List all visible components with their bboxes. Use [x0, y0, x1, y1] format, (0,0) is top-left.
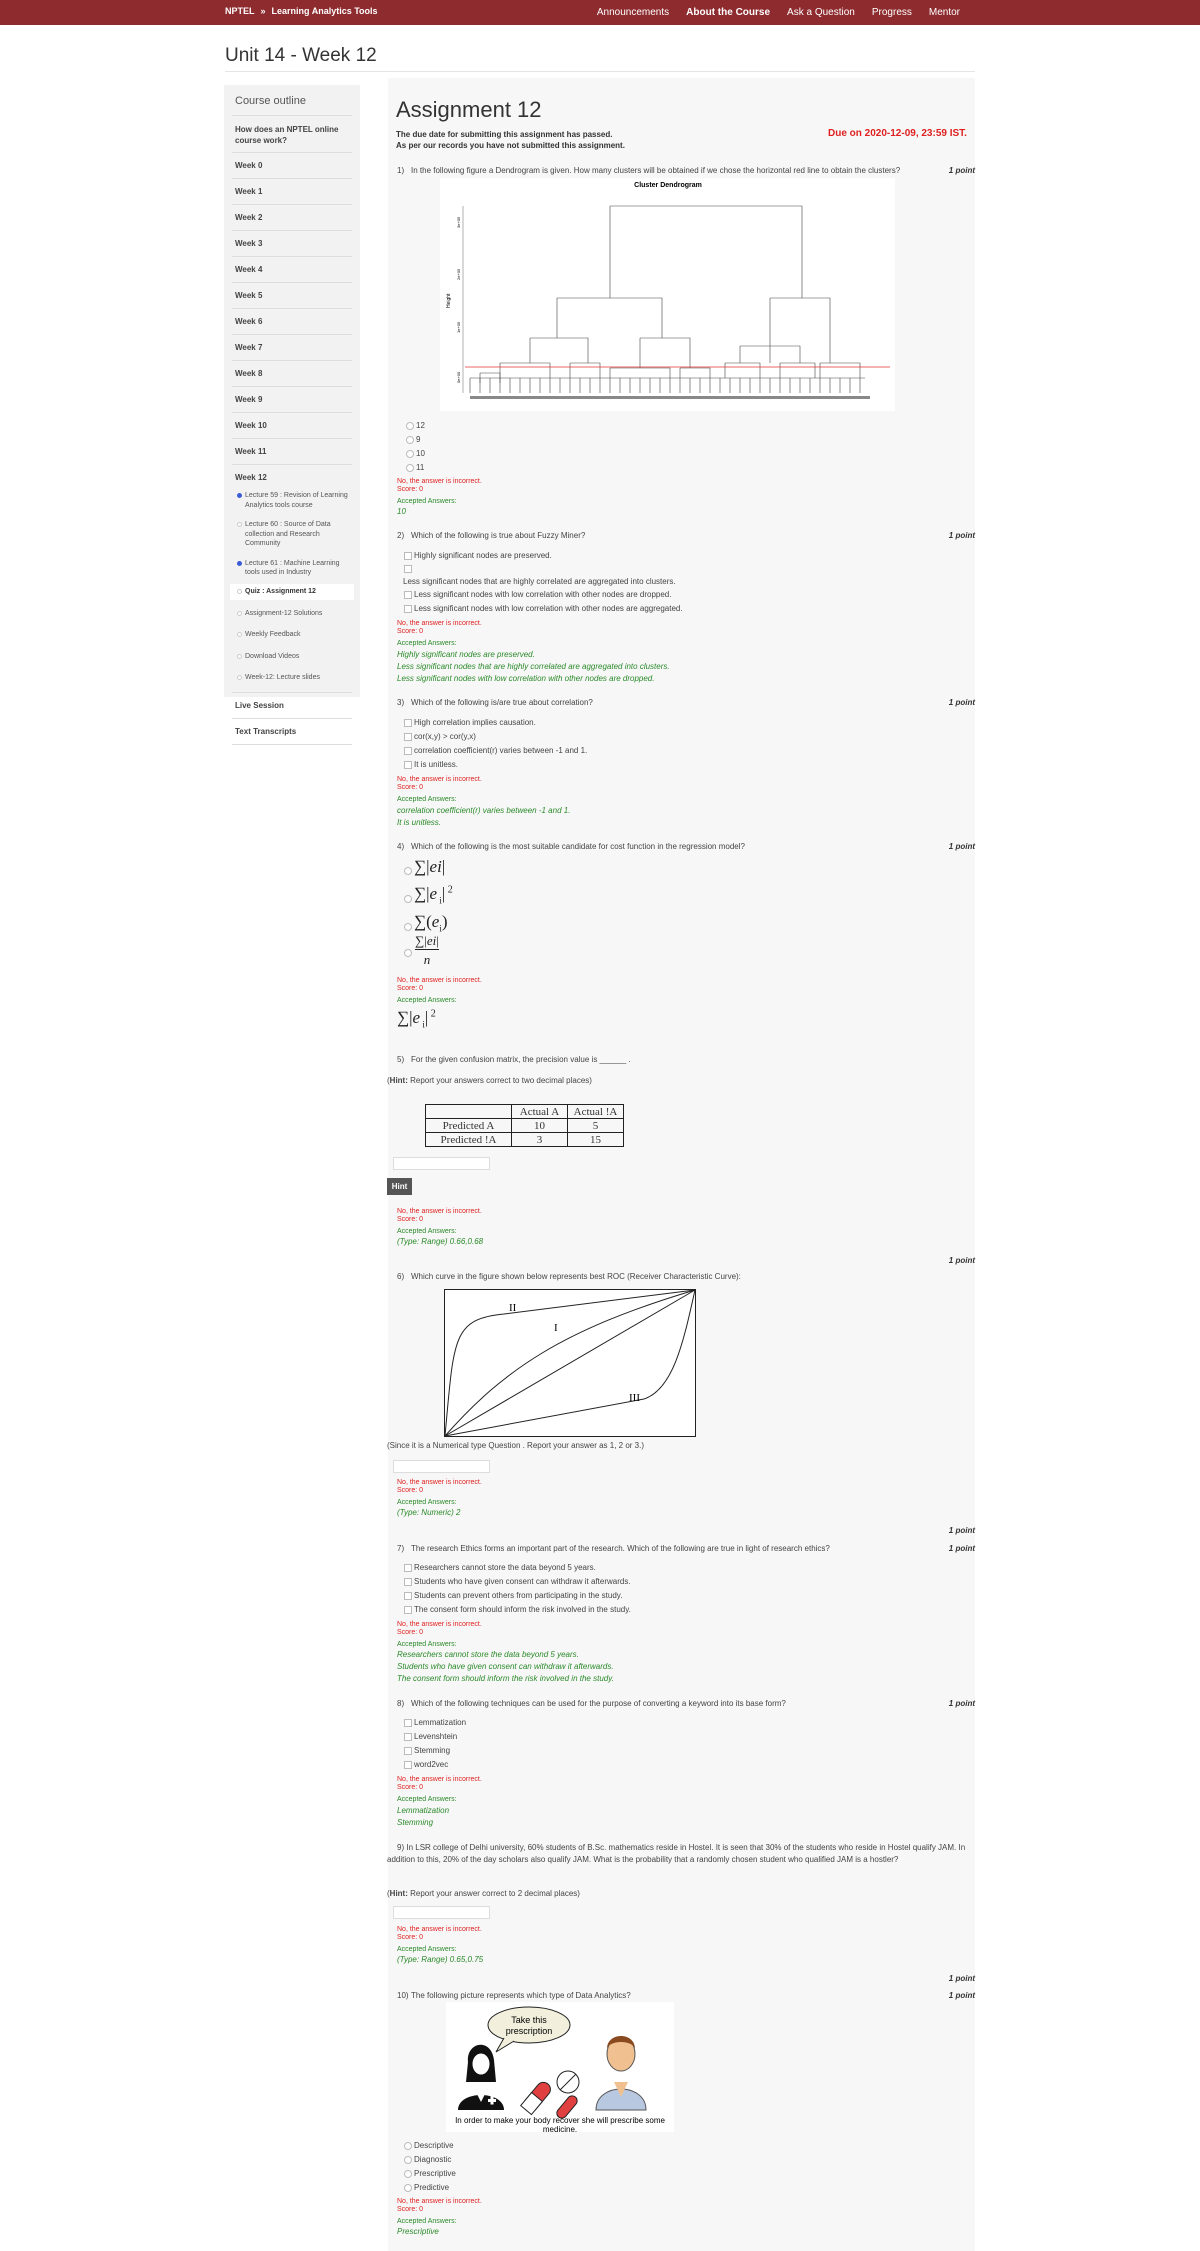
accepted-formula: ∑|e $_i$| $^2$ [397, 1008, 436, 1030]
option-checkbox[interactable]: Levenshtein [403, 1732, 457, 1741]
deadline-passed-note: The due date for submitting this assignment has passed. [396, 130, 613, 139]
option-checkbox[interactable]: Lemmatization [403, 1718, 466, 1727]
curve-label-II: II [509, 1302, 517, 1314]
option-checkbox[interactable]: Highly significant nodes are preserved. [403, 551, 552, 560]
sidebar-item-week6[interactable]: Week 6 [232, 309, 352, 335]
sidebar-item-week5[interactable]: Week 5 [232, 283, 352, 309]
incorrect-message: No, the answer is incorrect. [397, 1621, 482, 1628]
option-text: Less significant nodes that are highly correlated are aggregated into clusters. [403, 577, 676, 586]
completed-dot-icon [237, 561, 242, 566]
pending-dot-icon [237, 611, 242, 616]
accepted-answer: Students who have given consent can withdraw it afterwards. [397, 1662, 614, 1671]
option-checkbox[interactable]: Researchers cannot store the data beyond 5 years. [403, 1563, 596, 1572]
formula-sum-abs-ei-squared: ∑|e $_i$| $^2$ [414, 884, 453, 906]
question-number: 1) [397, 166, 405, 175]
question-text: Which of the following is/are true about correlation? [411, 698, 593, 707]
sidebar-subitem-download-videos[interactable]: Download Videos [224, 649, 360, 664]
question-points: 1 point [948, 842, 975, 851]
score: Score: 0 [397, 1784, 424, 1791]
accepted-answer: correlation coefficient(r) varies between -1 and 1. [397, 806, 571, 815]
question-points: 1 point [948, 1699, 975, 1708]
question-number: 5) [397, 1055, 405, 1064]
question-points: 1 point [948, 1544, 975, 1553]
question-points: 1 point [948, 1974, 975, 1983]
sidebar-item-week0[interactable]: Week 0 [232, 153, 352, 179]
question-text: Which of the following is true about Fuzzy Miner? [411, 531, 586, 540]
sidebar-heading: Course outline [235, 95, 306, 107]
option-checkbox[interactable]: Less significant nodes with low correlation with other nodes are dropped. [403, 590, 671, 599]
dendrogram-title: Cluster Dendrogram [634, 182, 702, 189]
answer-input[interactable] [393, 1906, 490, 1919]
figure-caption: In order to make your body recover she will prescribe some medicine. [455, 2116, 665, 2132]
sidebar-item-text-transcripts[interactable]: Text Transcripts [232, 719, 352, 745]
nav-about-course[interactable]: About the Course [686, 7, 771, 18]
accepted-answers-label: Accepted Answers: [397, 1946, 457, 1953]
option-radio[interactable]: 11 [405, 463, 424, 472]
option-checkbox[interactable]: High correlation implies causation. [403, 718, 536, 727]
sidebar-subitem-lecture61[interactable]: Lecture 61 : Machine Learning tools used in Industry [224, 556, 360, 581]
accepted-answer: (Type: Range) 0.66,0.68 [397, 1237, 484, 1246]
option-checkbox[interactable]: word2vec [403, 1760, 448, 1769]
accepted-answer: Less significant nodes with low correlation with other nodes are dropped. [397, 674, 655, 683]
accepted-answer: 10 [397, 507, 406, 516]
sidebar-subitem-solutions[interactable]: Assignment-12 Solutions [224, 606, 360, 621]
sidebar-item-week10[interactable]: Week 10 [232, 413, 352, 439]
question-number: 6) [397, 1272, 405, 1281]
completed-dot-icon [237, 493, 242, 498]
accepted-answers-label: Accepted Answers: [397, 1641, 457, 1648]
option-checkbox[interactable]: Students who have given consent can withdraw it afterwards. [403, 1577, 631, 1586]
option-checkbox[interactable]: The consent form should inform the risk involved in the study. [403, 1605, 631, 1614]
sidebar-item-week9[interactable]: Week 9 [232, 387, 352, 413]
sidebar-subitem-quiz[interactable]: Quiz : Assignment 12 [230, 584, 354, 599]
not-submitted-note: As per our records you have not submitted this assignment. [396, 141, 625, 150]
question-points: 1 point [948, 166, 975, 175]
leaf-labels [470, 396, 870, 399]
option-radio[interactable]: 12 [405, 421, 425, 430]
accepted-answers-label: Accepted Answers: [397, 796, 457, 803]
incorrect-message: No, the answer is incorrect. [397, 478, 482, 485]
sidebar-subitem-feedback[interactable]: Weekly Feedback [224, 627, 360, 642]
incorrect-message: No, the answer is incorrect. [397, 2198, 482, 2205]
svg-text:2e+05: 2e+05 [456, 268, 461, 280]
dendrogram-ylabel: Height [446, 293, 452, 308]
accepted-answers-label: Accepted Answers: [397, 640, 457, 647]
question-points: 1 point [948, 531, 975, 540]
nav-announcements[interactable]: Announcements [596, 7, 670, 18]
curve-label-III: III [629, 1392, 640, 1404]
question-points: 1 point [948, 1526, 975, 1535]
svg-text:3e+05: 3e+05 [456, 216, 461, 228]
answer-input[interactable] [393, 1460, 490, 1473]
sidebar-subitem-slides[interactable]: Week-12: Lecture slides [224, 670, 360, 685]
incorrect-message: No, the answer is incorrect. [397, 620, 482, 627]
pending-dot-icon [237, 632, 242, 637]
question-text: In the following figure a Dendrogram is given. How many clusters will be obtained if we chose the horizontal red line to obtain the clusters? [411, 166, 901, 175]
accepted-answer: Researchers cannot store the data beyond 5 years. [397, 1650, 579, 1659]
sidebar-item-week12[interactable]: Week 12 [235, 473, 267, 483]
question-text: The following picture represents which type of Data Analytics? [411, 1991, 631, 2000]
option-radio[interactable]: Predictive [403, 2183, 449, 2192]
hint-text: (Hint: Report your answers correct to two decimal places) [387, 1076, 592, 1085]
option-checkbox[interactable]: Stemming [403, 1746, 450, 1755]
page-title: Unit 14 - Week 12 [225, 45, 377, 66]
hint-button[interactable]: Hint [387, 1178, 412, 1195]
sidebar-item-week8[interactable]: Week 8 [232, 361, 352, 387]
sidebar-subitem-lecture60[interactable]: Lecture 60 : Source of Data collection and Research Community [224, 517, 360, 551]
top-nav-links [580, 0, 960, 25]
option-radio[interactable]: Diagnostic [403, 2155, 451, 2164]
accepted-answer: The consent form should inform the risk involved in the study. [397, 1674, 614, 1683]
incorrect-message: No, the answer is incorrect. [397, 1208, 482, 1215]
incorrect-message: No, the answer is incorrect. [397, 1776, 482, 1783]
score: Score: 0 [397, 2206, 424, 2213]
score: Score: 0 [397, 1934, 424, 1941]
accepted-answers-label: Accepted Answers: [397, 1499, 457, 1506]
question-text: 9) In LSR college of Delhi university, 60% students of B.Sc. mathematics reside in Hostel. It is seen that 30% of the students who reside in Hostel qualify JAM. In addition to this, 20% of the day scholars also qualify JAM. What is the probability that a randomly chosen student who qualified JAM is a hostler? [387, 1843, 966, 1864]
formula-mean-abs-ei: ∑|ei| n [415, 933, 439, 967]
incorrect-message: No, the answer is incorrect. [397, 776, 482, 783]
sidebar-item-week7[interactable]: Week 7 [232, 335, 352, 361]
confusion-matrix: Actual A Actual !A Predicted A 10 5 Predicted !A 3 15 [425, 1104, 624, 1147]
accepted-answers-label: Accepted Answers: [397, 2218, 457, 2225]
sidebar-item-week2[interactable]: Week 2 [232, 205, 352, 231]
question-points: 1 point [948, 1991, 975, 2000]
nptel-link[interactable]: NPTEL [225, 6, 255, 16]
course-outline-sidebar [224, 85, 360, 736]
option-radio[interactable]: 9 [405, 435, 420, 444]
hint-text: (Hint: Report your answer correct to 2 decimal places) [387, 1889, 580, 1898]
assignment-title: Assignment 12 [396, 97, 542, 122]
nav-progress[interactable]: Progress [871, 7, 912, 18]
accepted-answers-label: Accepted Answers: [397, 997, 457, 1004]
svg-text:1e+05: 1e+05 [456, 321, 461, 333]
accepted-answer: (Type: Range) 0.65,0.75 [397, 1955, 484, 1964]
sidebar-item-week11[interactable]: Week 11 [232, 439, 352, 465]
score: Score: 0 [397, 985, 424, 992]
pending-dot-icon [237, 654, 242, 659]
option-checkbox[interactable]: cor(x,y) > cor(y,x) [403, 732, 476, 741]
top-navbar [0, 0, 1200, 25]
sidebar-item-week3[interactable]: Week 3 [232, 231, 352, 257]
question-text: Which of the following is the most suitable candidate for cost function in the regression model? [411, 842, 745, 851]
sidebar-subitem-lecture59[interactable]: Lecture 59 : Revision of Learning Analytics tools course [224, 488, 360, 513]
accepted-answer: Highly significant nodes are preserved. [397, 650, 535, 659]
dendrogram-figure [440, 178, 895, 411]
question-number: 4) [397, 842, 405, 851]
option-radio[interactable]: Prescriptive [403, 2169, 456, 2178]
question-number: 10) [397, 1991, 409, 2000]
question-points: 1 point [948, 698, 975, 707]
formula-sum-ei: $\sum(e_i)$ [414, 912, 448, 934]
accepted-answer: Stemming [397, 1818, 434, 1827]
svg-text:0e+00: 0e+00 [456, 371, 461, 383]
pending-dot-icon [237, 589, 242, 594]
option-checkbox[interactable]: Students can prevent others from participating in the study. [403, 1591, 622, 1600]
score: Score: 0 [397, 1487, 424, 1494]
divider [225, 71, 975, 72]
nav-mentor[interactable]: Mentor [928, 7, 960, 18]
question-points: 1 point [948, 1256, 975, 1265]
question-number: 3) [397, 698, 405, 707]
score: Score: 0 [397, 1629, 424, 1636]
question-note: (Since it is a Numerical type Question . Report your answer as 1, 2 or 3.) [387, 1441, 644, 1450]
pending-dot-icon [237, 522, 242, 527]
incorrect-message: No, the answer is incorrect. [397, 977, 482, 984]
score: Score: 0 [397, 1216, 424, 1223]
sidebar-item-week1[interactable]: Week 1 [232, 179, 352, 205]
sidebar-item-how[interactable]: How does an NPTEL online course work? [232, 116, 352, 153]
option-checkbox[interactable]: It is unitless. [403, 760, 458, 769]
accepted-answer: It is unitless. [397, 818, 442, 827]
question-text: For the given confusion matrix, the precision value is ______ . [411, 1055, 631, 1064]
curve-label-I: I [554, 1322, 558, 1334]
score: Score: 0 [397, 628, 424, 635]
accepted-answer: Less significant nodes that are highly correlated are aggregated into clusters. [397, 662, 670, 671]
question-text: Which curve in the figure shown below represents best ROC (Receiver Characteristic Curve): [411, 1272, 741, 1281]
question-text: The research Ethics forms an important part of the research. Which of the following are true in light of research ethics? [411, 1544, 830, 1553]
accepted-answer: (Type: Numeric) 2 [397, 1508, 461, 1517]
sidebar-item-week4[interactable]: Week 4 [232, 257, 352, 283]
due-date: Due on 2020-12-09, 23:59 IST. [828, 128, 967, 139]
accepted-answers-label: Accepted Answers: [397, 1796, 457, 1803]
score: Score: 0 [397, 784, 424, 791]
question-text: Which of the following techniques can be used for the purpose of converting a keyword into its base form? [411, 1699, 786, 1708]
accepted-answer: Lemmatization [397, 1806, 450, 1815]
formula-sum-abs-ei: ∑|ei| [414, 857, 446, 876]
sidebar-item-live-session[interactable]: Live Session [232, 692, 352, 719]
incorrect-message: No, the answer is incorrect. [397, 1479, 482, 1486]
speech-bubble: Take this prescription [505, 2015, 553, 2036]
question-number: 7) [397, 1544, 405, 1553]
pending-dot-icon [237, 675, 242, 680]
option-checkbox[interactable]: Less significant nodes with low correlation with other nodes are aggregated. [403, 604, 683, 613]
accepted-answers-label: Accepted Answers: [397, 498, 457, 505]
prescription-figure [446, 2002, 674, 2132]
question-number: 8) [397, 1699, 405, 1708]
incorrect-message: No, the answer is incorrect. [397, 1926, 482, 1933]
answer-input[interactable] [393, 1157, 490, 1170]
accepted-answers-label: Accepted Answers: [397, 1228, 457, 1235]
course-link[interactable]: Learning Analytics Tools [271, 6, 378, 16]
roc-figure [444, 1289, 696, 1437]
option-checkbox[interactable]: correlation coefficient(r) varies between -1 and 1. [403, 746, 587, 755]
option-radio[interactable]: 10 [405, 449, 425, 458]
nav-ask-question[interactable]: Ask a Question [787, 7, 855, 18]
accepted-answer: Prescriptive [397, 2227, 439, 2236]
option-radio[interactable]: Descriptive [403, 2141, 454, 2150]
breadcrumb-separator: » [260, 6, 266, 16]
score: Score: 0 [397, 486, 424, 493]
question-number: 2) [397, 531, 405, 540]
breadcrumb [225, 6, 384, 16]
